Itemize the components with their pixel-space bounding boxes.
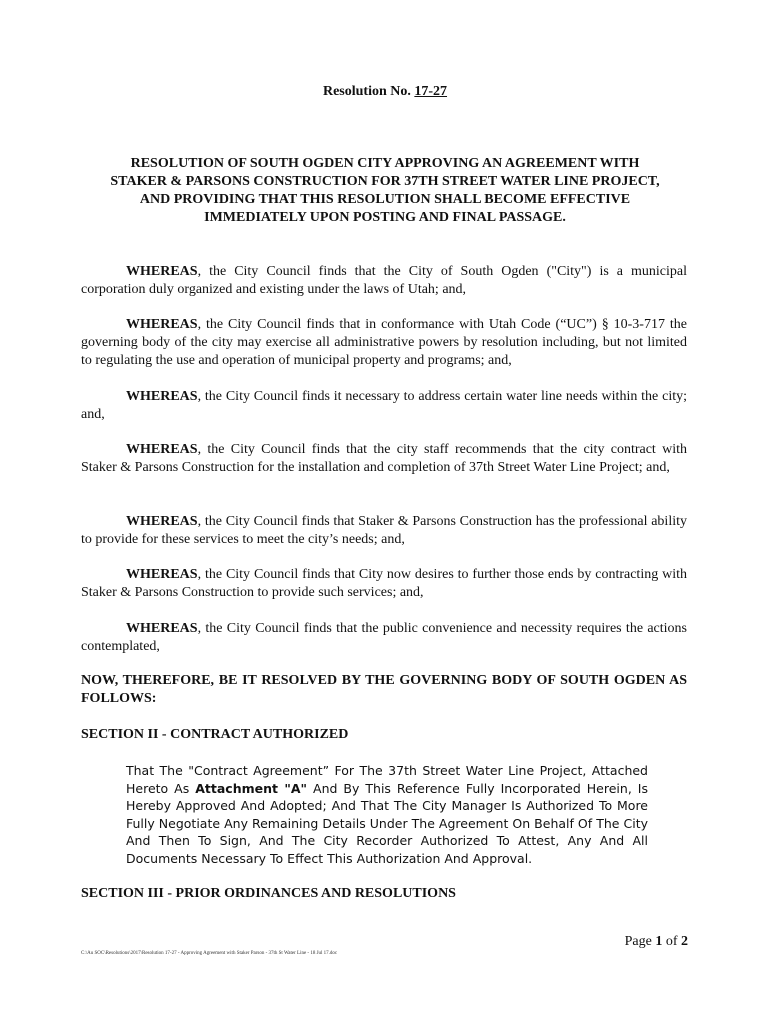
page-of-word: of bbox=[665, 934, 678, 949]
resolution-number-heading bbox=[0, 84, 770, 100]
whereas-paragraph-7 bbox=[81, 620, 687, 656]
section-iii-heading: SECTION III - PRIOR ORDINANCES AND RESOLUTIONS bbox=[81, 886, 456, 901]
page-total: 2 bbox=[681, 934, 688, 949]
resolution-label: Resolution No. bbox=[322, 84, 411, 99]
whereas-paragraph-4 bbox=[81, 441, 687, 477]
whereas-text: , the City Council finds that the public convenience and necessity requires the actions contemplated, bbox=[81, 621, 687, 654]
whereas-keyword: WHEREAS bbox=[126, 567, 198, 582]
whereas-paragraph-1 bbox=[81, 263, 687, 299]
whereas-keyword: WHEREAS bbox=[126, 442, 198, 457]
resolved-clause: NOW, THEREFORE, BE IT RESOLVED BY THE GOVERNING BODY OF SOUTH OGDEN AS FOLLOWS: bbox=[81, 673, 687, 706]
section-ii-text-end: And By This Reference Fully Incorporated Herein, Is Hereby Approved And Adopted; And That The City Manager Is Authorized To More Fully Negotiate Any Remaining Details Under The Agreement On Behalf Of The City And Then To Sign, And The City Recorder Authorized To Attest, Any And All Documents Necessary To Effect This Authorization And Approval. bbox=[126, 780, 648, 866]
resolution-title: RESOLUTION OF SOUTH OGDEN CITY APPROVING AN AGREEMENT WITH STAKER & PARSONS CONSTRUCTION FOR 37TH STREET WATER LINE PROJECT, AND PROVIDING THAT THIS RESOLUTION SHALL BECOME EFFECTIVE IMMEDIATELY UPON POSTING AND FINAL PASSAGE. bbox=[110, 156, 660, 225]
whereas-keyword: WHEREAS bbox=[126, 389, 198, 404]
whereas-text: , the City Council finds that the City of South Ogden ("City") is a municipal corporation duly organized and existing under the laws of Utah; and, bbox=[81, 264, 687, 297]
page-current: 1 bbox=[655, 934, 663, 949]
whereas-text: , the City Council finds that Staker & Parsons Construction has the professional ability to provide for these services to meet the city’s needs; and, bbox=[81, 514, 687, 547]
page-number bbox=[625, 934, 688, 950]
section-ii-heading: SECTION II - CONTRACT AUTHORIZED bbox=[81, 727, 349, 742]
section-ii-body bbox=[126, 762, 648, 867]
file-path-footer: C:\Au SOC\Resolutions\2017\Resolution 17-27 - Approving Agreement with Staker Parson - 37th St Water Line - 18 Jul 17.doc bbox=[81, 951, 338, 956]
whereas-text: , the City Council finds it necessary to address certain water line needs within the city; and, bbox=[81, 389, 687, 422]
whereas-keyword: WHEREAS bbox=[126, 317, 198, 332]
whereas-keyword: WHEREAS bbox=[126, 264, 198, 279]
resolution-number: 17-27 bbox=[414, 84, 448, 99]
whereas-text: , the City Council finds that City now desires to further those ends by contracting with Staker & Parsons Construction to provide such services; and, bbox=[81, 567, 687, 600]
whereas-paragraph-2 bbox=[81, 316, 687, 370]
whereas-text: , the City Council finds that the city staff recommends that the city contract with Staker & Parsons Construction for the installation and completion of 37th Street Water Line Project; and, bbox=[81, 442, 687, 475]
whereas-text: , the City Council finds that in conformance with Utah Code (“UC”) § 10-3-717 the governing body of the city may exercise all administrative powers by resolution including, but not limited to regulating the use and operation of municipal property and programs; and, bbox=[81, 317, 687, 368]
attachment-reference: Attachment "A" bbox=[195, 780, 308, 796]
whereas-paragraph-3 bbox=[81, 388, 687, 424]
whereas-paragraph-6 bbox=[81, 566, 687, 602]
whereas-paragraph-5 bbox=[81, 513, 687, 549]
whereas-keyword: WHEREAS bbox=[126, 514, 198, 529]
page-word: Page bbox=[624, 934, 652, 949]
section-ii-text-start: That The "Contract Agreement” For The 37th Street Water Line Project, Attached Hereto As bbox=[126, 763, 648, 796]
whereas-keyword: WHEREAS bbox=[126, 621, 198, 636]
